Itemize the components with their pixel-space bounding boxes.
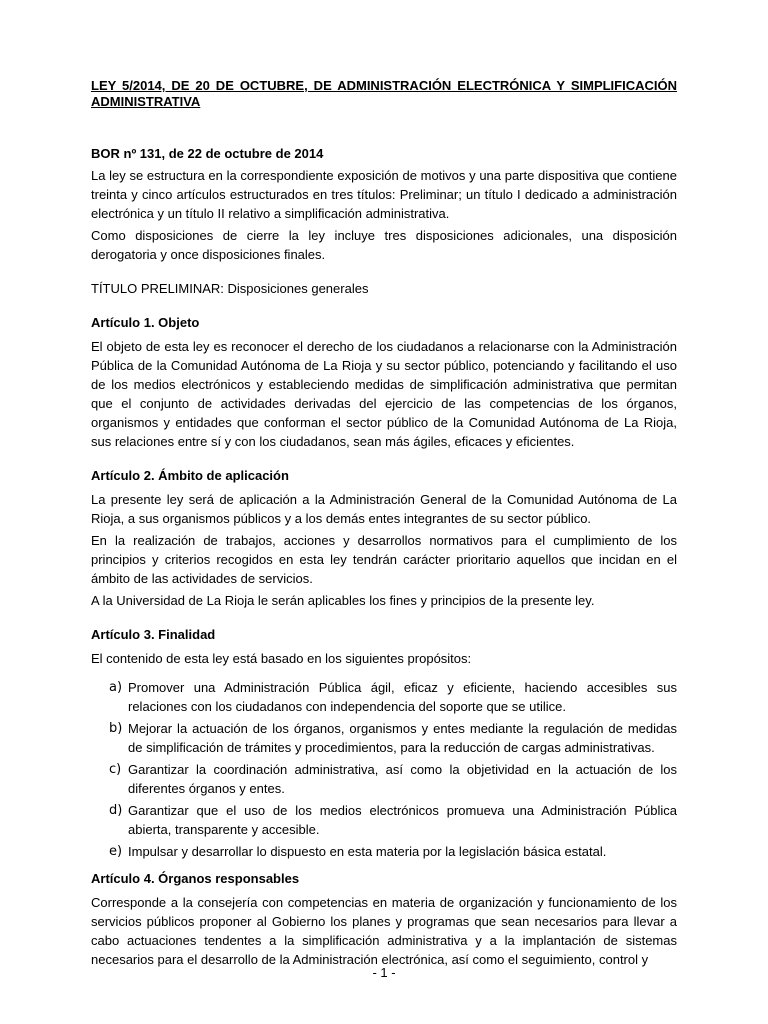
intro-paragraph-2: Como disposiciones de cierre la ley incluye tres disposiciones adicionales, una disposición derogatoria y once disposiciones finales. [91, 228, 677, 262]
purposes-list [91, 678, 677, 861]
list-item [91, 842, 677, 861]
titulo-preliminar-text: Disposiciones generales [223, 281, 369, 296]
titulo-preliminar-label: TÍTULO PRELIMINAR: [91, 281, 224, 296]
document-page [91, 78, 677, 969]
list-item-text: Mejorar la actuación de los órganos, organismos y entes mediante la regulación de medidas de simplificación de trámites y procedimientos, para la reducción de cargas administrativas. [128, 721, 677, 755]
articulo-2-paragraph-1: La presente ley será de aplicación a la Administración General de la Comunidad Autónoma de La Rioja, a sus organismos públicos y a los demás entes integrantes de su sector público. [91, 492, 677, 526]
articulo-4-paragraph: Corresponde a la consejería con competencias en materia de organización y funcionamiento de los servicios públicos proponer al Gobierno los planes y programas que sean necesarios para llevar a cabo actuaciones tendentes a la simplificación administrativa y a la implantación de sistemas necesarios para el desarrollo de la Administración electrónica, así como el seguimiento, control y [91, 895, 677, 967]
articulo-3-heading: Artículo 3. Finalidad [91, 627, 216, 642]
articulo-1-paragraph: El objeto de esta ley es reconocer el derecho de los ciudadanos a relacionarse con la Administración Pública de la Comunidad Autónoma de La Rioja y su sector público, potenciando y facilitando el uso de los medios electrónicos y estableciendo medidas de simplificación administrativa que permitan que el conjunto de actividades derivadas del ejercicio de las competencias de los órganos, organismos y entidades que conforman el sector público de la Comunidad Autónoma de La Rioja, sus relaciones entre sí y con los ciudadanos, sean más ágiles, eficaces y eficientes. [91, 339, 677, 449]
list-item-text: Promover una Administración Pública ágil, eficaz y eficiente, haciendo accesibles sus relaciones con los ciudadanos con independencia del soporte que se utilice. [128, 680, 677, 714]
list-item-marker: b) [109, 721, 123, 736]
list-item-marker: c) [109, 762, 122, 777]
list-item [91, 760, 677, 798]
articulo-2-paragraph-3: A la Universidad de La Rioja le serán aplicables los fines y principios de la presente ley. [91, 593, 595, 608]
titulo-preliminar-heading [91, 279, 677, 298]
intro-paragraph-1: La ley se estructura en la correspondiente exposición de motivos y una parte dispositiva que contiene treinta y cinco artículos estructurados en tres títulos: Preliminar; un título I dedicado a administración electrónica y un título II relativo a simplificación administrativa. [91, 168, 677, 221]
articulo-2-heading: Artículo 2. Ámbito de aplicación [91, 468, 289, 483]
list-item [91, 801, 677, 839]
list-item-text: Impulsar y desarrollar lo dispuesto en esta materia por la legislación básica estatal. [128, 844, 607, 859]
list-item-marker: a) [109, 680, 123, 695]
list-item-text: Garantizar que el uso de los medios electrónicos promueva una Administración Pública abierta, transparente y accesible. [128, 803, 677, 837]
articulo-4-heading: Artículo 4. Órganos responsables [91, 871, 300, 886]
page-number: - 1 - [372, 965, 396, 980]
articulo-1-heading: Artículo 1. Objeto [91, 315, 200, 330]
list-item [91, 719, 677, 757]
articulo-3-lead: El contenido de esta ley está basado en los siguientes propósitos: [91, 651, 472, 666]
list-item [91, 678, 677, 716]
list-item-text: Garantizar la coordinación administrativa, así como la objetividad en la actuación de los diferentes órganos y entes. [128, 762, 677, 796]
articulo-2-paragraph-2: En la realización de trabajos, acciones y desarrollos normativos para el cumplimiento de los principios y criterios recogidos en esta ley tendrán carácter prioritario aquellos que incidan en el ámbito de las actividades de servicios. [91, 533, 677, 586]
list-item-marker: e) [109, 844, 123, 859]
list-item-marker: d) [109, 803, 123, 818]
document-title: LEY 5/2014, DE 20 DE OCTUBRE, DE ADMINISTRACIÓN ELECTRÓNICA Y SIMPLIFICACIÓN ADMINISTRATIVA [91, 78, 677, 109]
bor-reference: BOR nº 131, de 22 de octubre de 2014 [91, 146, 324, 161]
